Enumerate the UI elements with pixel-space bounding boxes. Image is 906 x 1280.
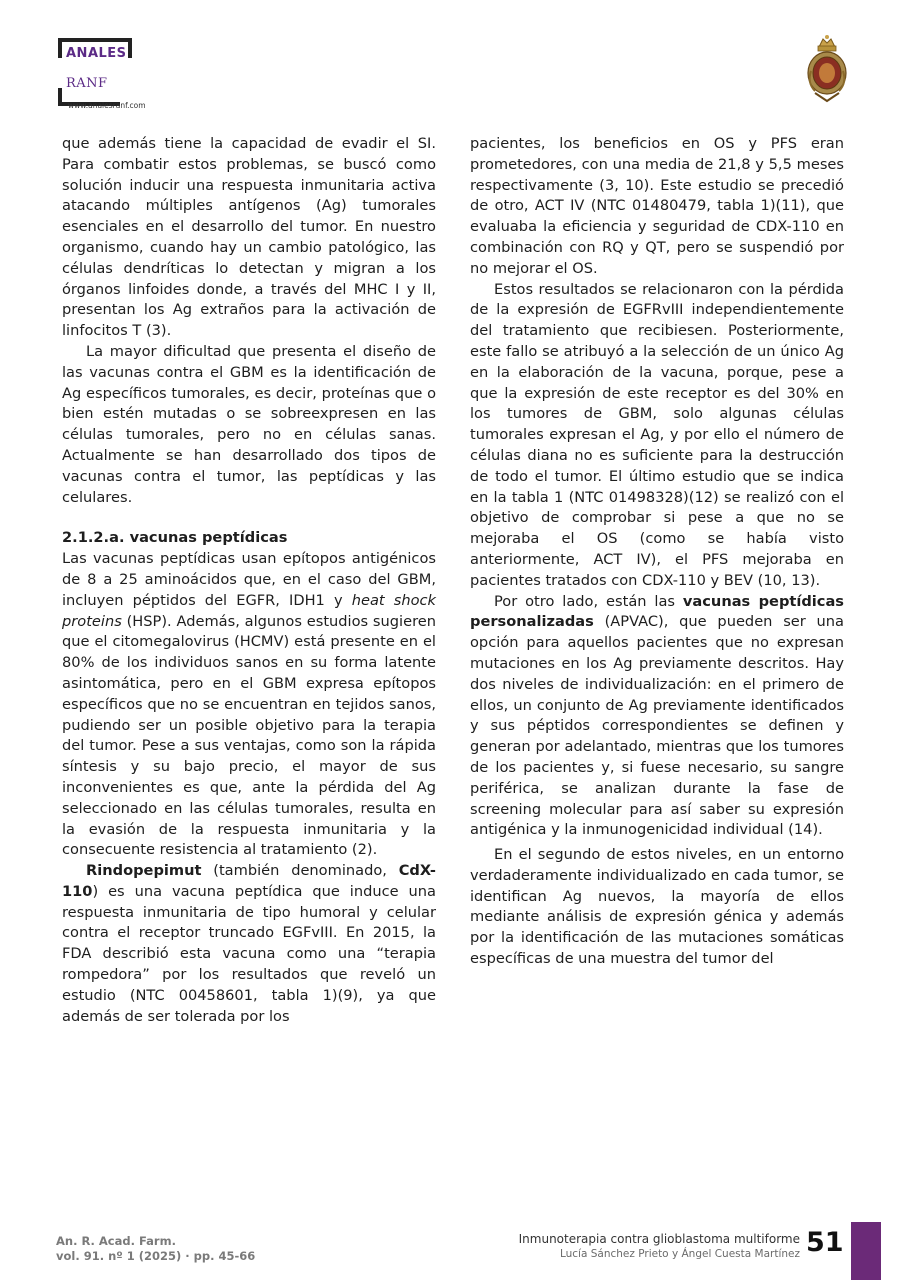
right-column bbox=[470, 134, 844, 970]
logo-anales-text: ANALES bbox=[66, 46, 127, 61]
bold-term: CdX-110 bbox=[62, 862, 436, 900]
text-run: (APVAC), que pueden ser una opción para aquellos pacientes que no expresan mutaciones en los Ag previamente descritos. Hay dos niveles de individualización: en el primero de ellos, un conjunto de Ag previamente identificados y sus péptidos correspondientes se definen y generan por adelantado, mientras que los tumores de los pacientes y, si fuese necesario, su sangre periférica, se analizan durante la fase de screening molecular para así saber su expresión antigénica y la inmunogenicidad individual (14). bbox=[470, 613, 844, 839]
text-run: (HSP). Además, algunos estudios sugieren que el citomegalovirus (HCMV) está presente en el 80% de los individuos sanos en su forma latente asintomática, pero en el GBM expresa epítopos específicos que no se encuentran en tejidos sanos, pudiendo ser un posible objetivo para la terapia del tumor. Pese a sus ventajas, como son la rápida síntesis y su bajo precio, el mayor de sus inconvenientes es que, ante la pérdida del Ag seleccionado en las células tumorales, resulta en la evasión de la respuesta inmunitaria y la consecuente resistencia al tratamiento (2). bbox=[62, 612, 436, 859]
page-number: 51 bbox=[806, 1227, 844, 1258]
footer-citation bbox=[56, 1234, 255, 1264]
page-tab-marker bbox=[851, 1222, 881, 1280]
text-run: (también denominado, bbox=[201, 862, 399, 880]
left-paragraph-2: La mayor dificultad que presenta el diseño de las vacunas contra el GBM es la identificación de Ag específicos tumorales, es decir, proteínas que o bien estén mutadas o se sobreexpresen en las células tumorales, pero no en células sanas. Actualmente se han desarrollado dos tipos de vacunas contra el tumor, las peptídicas y las celulares. bbox=[62, 342, 436, 506]
right-paragraph-2: Estos resultados se relacionaron con la pérdida de la expresión de EGFRvIII independientemente del tratamiento que recibiesen. Posteriormente, este fallo se atribuyó a la selección de un único Ag en la elaboración de la vacuna, porque, pese a que la expresión de este receptor es del 30% en los tumores de GBM, solo algunas células tumorales expresan el Ag, y por ello el número de células diana no es suficiente para la destrucción de todo el tumor. El último estudio que se indica en la tabla 1 (NTC 01498328)(12) se realizó con el objetivo de comprobar si pese a que no se mejoraba el OS (como se había visto anteriormente, ACT IV), el PFS mejoraba en pacientes tratados con CDX-110 y BEV (10, 13). bbox=[470, 280, 844, 589]
section-heading: 2.1.2.a. vacunas peptídicas bbox=[62, 529, 288, 547]
text-run: Las vacunas peptídicas usan epítopos antigénicos de 8 a 25 aminoácidos que, en el caso del GBM, incluyen péptidos del EGFR, IDH1 y bbox=[62, 550, 436, 609]
right-paragraph-1: pacientes, los beneficios en OS y PFS eran prometedores, con una media de 21,8 y 5,5 meses respectivamente (3, 10). Este estudio se precedió de otro, ACT IV (NTC 01480479, tabla 1)(11), que evaluaba la eficiencia y seguridad de CDX-110 en combinación con RQ y QT, pero se suspendió por no mejorar el OS. bbox=[470, 135, 844, 277]
article-authors: Lucía Sánchez Prieto y Ángel Cuesta Martínez bbox=[559, 1248, 800, 1260]
left-column bbox=[62, 134, 436, 1027]
journal-logo bbox=[58, 38, 208, 118]
right-paragraph-3 bbox=[470, 592, 844, 842]
journal-volume: vol. 91. nº 1 (2025) · pp. 45-66 bbox=[56, 1249, 256, 1263]
left-paragraph-4 bbox=[62, 861, 436, 1027]
journal-abbrev: An. R. Acad. Farm. bbox=[56, 1234, 176, 1248]
text-run: Por otro lado, están las bbox=[494, 592, 683, 610]
bold-term: vacunas peptídicas personalizadas bbox=[470, 592, 844, 631]
logo-ranf-text: RANF bbox=[66, 76, 108, 91]
left-paragraph-3 bbox=[62, 549, 436, 861]
italic-term: heat shock proteins bbox=[62, 591, 436, 630]
left-paragraph-1: que además tiene la capacidad de evadir el SI. Para combatir estos problemas, se buscó como solución inducir una respuesta inmunitaria activa atacando múltiples antígenos (Ag) tumorales esenciales en el desarrollo del tumor. En nuestro organismo, cuando hay un cambio patológico, las células dendríticas lo detectan y migran a los órganos linfoides donde, a través del MHC I y II, presentan los Ag extraños para la activación de linfocitos T (3). bbox=[62, 135, 436, 340]
right-paragraph-4: En el segundo de estos niveles, en un entorno verdaderamente individualizado en cada tumor, se identifican Ag nuevos, la mayoría de ellos mediante análisis de expresión génica y además por la identificación de las mutaciones somáticas específicas de una muestra del tumor del bbox=[470, 846, 844, 968]
article-title: Inmunoterapia contra glioblastoma multiforme bbox=[518, 1232, 800, 1246]
footer-article-info bbox=[519, 1232, 800, 1262]
journal-website[interactable]: www.analesranf.com bbox=[68, 101, 146, 110]
text-run: ) es una vacuna peptídica que induce una respuesta inmunitaria de tipo humoral y celular contra el receptor truncado EGFvIII. En 2015, la FDA describió esta vacuna como una “terapia rompedora” por los resultados que reveló un estudio (NTC 00458601, tabla 1)(9), ya que además de ser tolerada por los bbox=[62, 882, 436, 1025]
academy-crest-icon bbox=[805, 33, 849, 103]
bold-term: Rindopepimut bbox=[86, 862, 202, 880]
